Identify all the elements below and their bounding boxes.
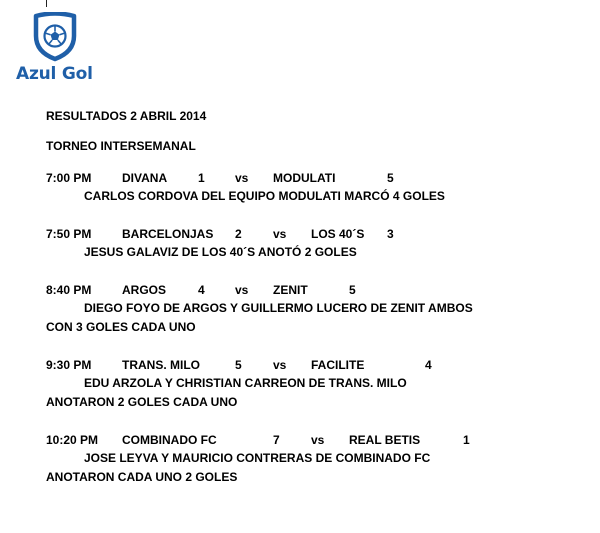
away-score: 5 — [387, 171, 394, 185]
away-team: ZENIT — [273, 283, 308, 297]
versus-label: vs — [311, 433, 325, 447]
brand-logo — [14, 10, 96, 86]
versus-label: vs — [273, 227, 287, 241]
shield-ball-icon — [32, 12, 78, 62]
home-team: TRANS. MILO — [122, 358, 200, 372]
home-team: ARGOS — [122, 283, 167, 297]
match-note: ANOTARON CADA UNO 2 GOLES — [46, 470, 238, 484]
page-edge-mark — [46, 0, 47, 7]
match-time: 7:00 PM — [46, 171, 92, 185]
match-note: DIEGO FOYO DE ARGOS Y GUILLERMO LUCERO DE ZENIT AMBOS — [84, 301, 473, 315]
match-note: ANOTARON 2 GOLES CADA UNO — [46, 395, 238, 409]
match-block — [46, 431, 586, 487]
home-team: COMBINADO FC — [122, 433, 217, 447]
match-score-row — [46, 356, 586, 374]
match-time: 10:20 PM — [46, 433, 99, 447]
match-time: 7:50 PM — [46, 227, 92, 241]
match-score-row — [46, 225, 586, 243]
versus-label: vs — [235, 283, 249, 297]
away-score: 3 — [387, 227, 394, 241]
results-date-heading: RESULTADOS 2 ABRIL 2014 — [46, 109, 207, 123]
away-team: LOS 40´S — [311, 227, 365, 241]
match-note: CARLOS CORDOVA DEL EQUIPO MODULATI MARCÓ 4 GOLES — [84, 189, 445, 203]
match-score-row — [46, 431, 586, 449]
home-team: DIVANA — [122, 171, 168, 185]
home-score: 1 — [198, 171, 205, 185]
match-score-row — [46, 169, 586, 187]
away-score: 1 — [463, 433, 470, 447]
away-team: MODULATI — [273, 171, 336, 185]
match-note: CON 3 GOLES CADA UNO — [46, 320, 196, 334]
results-document — [46, 109, 586, 506]
versus-label: vs — [273, 358, 287, 372]
home-score: 4 — [198, 283, 205, 297]
away-team: REAL BETIS — [349, 433, 421, 447]
match-note: JESUS GALAVIZ DE LOS 40´S ANOTÓ 2 GOLES — [84, 245, 357, 259]
match-block — [46, 356, 586, 412]
home-score: 7 — [273, 433, 280, 447]
versus-label: vs — [235, 171, 249, 185]
match-time: 8:40 PM — [46, 283, 92, 297]
away-team: FACILITE — [311, 358, 365, 372]
tournament-title: TORNEO INTERSEMANAL — [46, 139, 196, 153]
away-score: 5 — [349, 283, 356, 297]
home-team: BARCELONJAS — [122, 227, 214, 241]
match-block — [46, 225, 586, 262]
match-block — [46, 281, 586, 337]
match-score-row — [46, 281, 586, 299]
brand-name: Azul Gol — [16, 64, 93, 84]
match-block — [46, 169, 586, 206]
away-score: 4 — [425, 358, 432, 372]
match-note: EDU ARZOLA Y CHRISTIAN CARREON DE TRANS. MILO — [84, 376, 407, 390]
match-note: JOSE LEYVA Y MAURICIO CONTRERAS DE COMBINADO FC — [84, 451, 431, 465]
match-time: 9:30 PM — [46, 358, 92, 372]
home-score: 5 — [235, 358, 242, 372]
home-score: 2 — [235, 227, 242, 241]
